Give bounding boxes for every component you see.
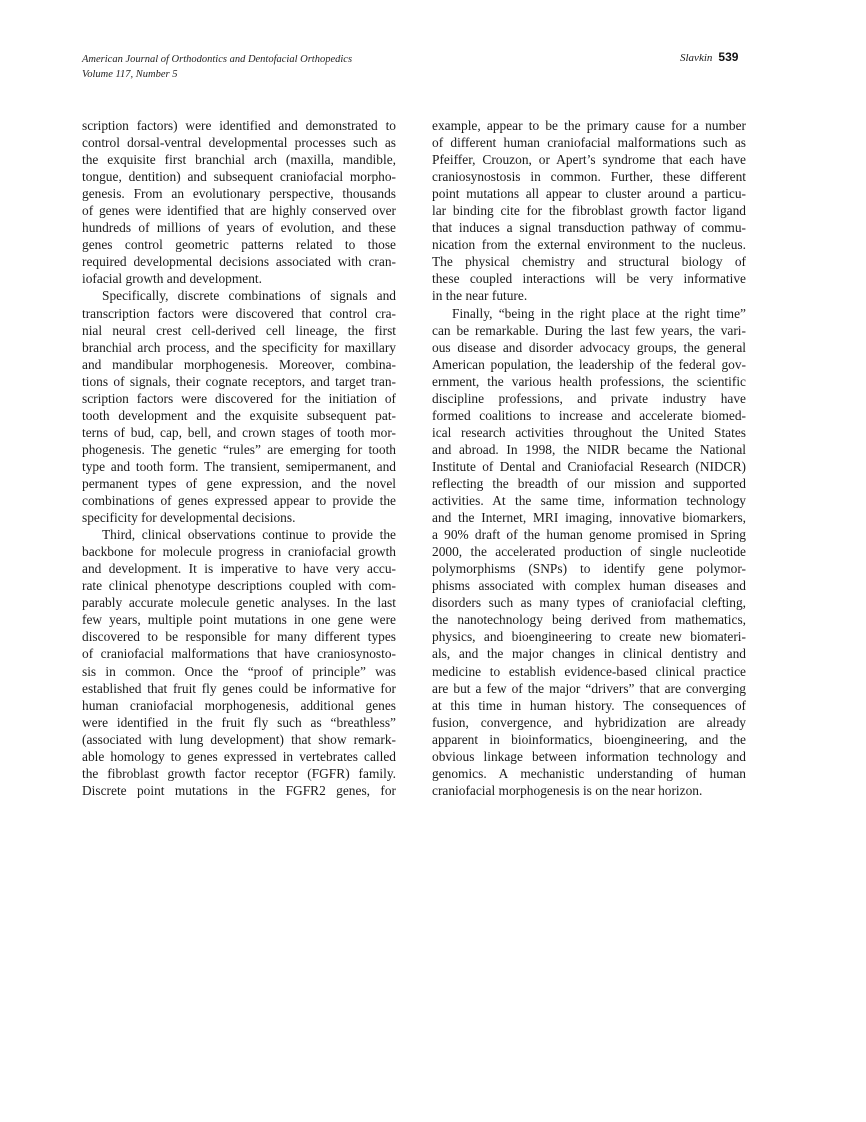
text-line: scription factors) were identified and demonstrated to: [82, 118, 396, 133]
text-line: Discrete point mutations in the FGFR2 genes, for: [82, 782, 396, 798]
text-line: ernment, the various health professions, the scientific: [432, 373, 746, 389]
text-line: in the near future.: [432, 288, 528, 304]
text-line: iofacial growth and development.: [82, 271, 262, 287]
text-line: and mandibular morphogenesis. Moreover, combina-: [82, 356, 396, 372]
text-line: branchial arch process, and the specificity for maxillary: [82, 339, 396, 355]
text-line: craniosynostosis in common. Further, these different: [432, 169, 746, 185]
text-line: phisms associated with complex human diseases and: [432, 578, 746, 594]
text-line: a 90% draft of the human genome promised in Spring: [432, 527, 746, 543]
text-line: tooth development and the exquisite subsequent pat-: [82, 407, 396, 423]
text-line: nication from the external environment to the nucleus.: [432, 237, 746, 253]
text-line: craniofacial morphogenesis is on the near horizon.: [432, 782, 703, 798]
text-line: genesis. From an evolutionary perspective, thousands: [82, 186, 396, 202]
text-line: discovered to be responsible for many different types: [82, 629, 396, 645]
text-line: phogenesis. The genetic “rules” are emerging for tooth: [82, 441, 396, 457]
text-line: combinations of genes expressed appear to provide the: [82, 493, 396, 509]
journal-title: American Journal of Orthodontics and Dentofacial Orthopedics: [82, 54, 353, 65]
text-line: permanent types of gene expression, and the novel: [82, 475, 396, 491]
text-line: Institute of Dental and Craniofacial Research (NIDCR): [432, 458, 746, 474]
text-line: The physical chemistry and structural biology of: [432, 254, 746, 270]
text-line: polymorphisms (SNPs) to identify gene polymor-: [432, 561, 746, 577]
text-line: human craniofacial morphogenesis, additional genes: [82, 697, 396, 713]
text-line: Finally, “being in the right place at the right time”: [452, 305, 746, 321]
page-number: 539: [718, 50, 739, 64]
text-line: fusion, convergence, and hybridization are already: [432, 714, 746, 730]
text-line: point mutations all appear to cluster around a particu-: [432, 186, 746, 202]
text-line: required developmental decisions associated with cran-: [82, 254, 396, 270]
text-line: backbone for molecule progress in craniofacial growth: [82, 544, 396, 560]
text-line: terns of bud, cap, bell, and crown stages of tooth mor-: [82, 424, 396, 440]
text-line: lar binding cite for the fibroblast growth factor ligand: [432, 203, 746, 219]
text-line: few years, multiple point mutations in one gene were: [82, 612, 396, 628]
text-line: activities. At the same time, information technology: [432, 493, 746, 509]
text-line: the fibroblast growth factor receptor (FGFR) family.: [82, 765, 396, 781]
text-line: tions of signals, their cognate receptors, and target tran-: [82, 373, 396, 389]
left-column: [82, 117, 396, 799]
text-line: the exquisite first branchial arch (maxilla, mandible,: [82, 152, 396, 168]
text-line: Specifically, discrete combinations of signals and: [102, 288, 396, 304]
text-line: formed coalitions to increase and accelerate biomed-: [432, 407, 746, 423]
text-line: reflecting the breadth of our mission and supported: [432, 475, 746, 491]
text-line: genomics. A mechanistic understanding of human: [432, 765, 746, 781]
text-line: of craniofacial malformations that have craniosynosto-: [82, 646, 396, 662]
text-line: the nanotechnology being derived from mathematics,: [432, 612, 746, 628]
text-line: ous disease and disorder advocacy groups, the general: [432, 339, 746, 355]
right-column: [432, 117, 746, 799]
text-line: hundreds of millions of years of evolution, and these: [82, 220, 396, 236]
text-line: American population, the leadership of the federal gov-: [432, 356, 746, 372]
text-line: at this time in human history. The consequences of: [432, 697, 746, 713]
text-line: medicine to establish evidence-based clinical practice: [432, 663, 746, 679]
text-line: scription factors were discovered for the initiation of: [82, 390, 396, 406]
text-line: of genes were identified that are highly conserved over: [82, 203, 396, 219]
text-line: disorders such as many types of craniofacial clefting,: [432, 595, 746, 611]
text-line: rate clinical phenotype descriptions coupled with com-: [82, 578, 396, 594]
text-line: Third, clinical observations continue to provide the: [102, 527, 396, 543]
text-line: were identified in the fruit fly such as “breathless”: [82, 714, 396, 730]
text-line: example, appear to be the primary cause for a number: [432, 118, 746, 133]
text-line: that induces a signal transduction pathway of commu-: [432, 220, 746, 236]
text-line: parably accurate molecule genetic analyses. In the last: [82, 595, 396, 611]
text-line: 2000, the accelerated production of single nucleotide: [432, 544, 746, 560]
text-line: able homology to genes expressed in vertebrates called: [82, 748, 396, 764]
text-line: sis in common. Once the “proof of principle” was: [82, 663, 396, 679]
running-header-left: [82, 52, 352, 82]
text-line: type and tooth form. The transient, semipermanent, and: [82, 458, 396, 474]
text-line: als, and the major changes in clinical dentistry and: [432, 646, 746, 662]
text-line: and the Internet, MRI imaging, innovative biomarkers,: [432, 510, 746, 526]
journal-volume: Volume 117, Number 5: [82, 69, 178, 80]
text-line: can be remarkable. During the last few years, the vari-: [432, 322, 746, 338]
text-line: established that fruit fly genes could be informative for: [82, 680, 396, 696]
text-line: nial neural crest cell-derived cell lineage, the first: [82, 322, 396, 338]
text-line: physics, and bioengineering to create new biomateri-: [432, 629, 746, 645]
text-line: and development. It is imperative to have very accu-: [82, 561, 396, 577]
text-line: (associated with lung development) that show remark-: [82, 731, 396, 747]
text-line: of different human craniofacial malformations such as: [432, 135, 746, 151]
text-line: these coupled interactions will be very informative: [432, 271, 746, 287]
text-line: transcription factors were discovered that control cra-: [82, 305, 396, 321]
running-header-right: [680, 50, 738, 64]
text-line: discipline professions, and private industry have: [432, 390, 746, 406]
author-name: Slavkin: [680, 52, 713, 64]
text-line: apparent in bioinformatics, bioengineering, and the: [432, 731, 746, 747]
text-line: Pfeiffer, Crouzon, or Apert’s syndrome that each have: [432, 152, 746, 168]
text-line: genes control geometric patterns related to those: [82, 237, 396, 253]
text-line: obvious linkage between information technology and: [432, 748, 746, 764]
text-line: specificity for developmental decisions.: [82, 510, 296, 526]
text-line: tongue, dentition) and subsequent craniofacial morpho-: [82, 169, 396, 185]
text-line: control dorsal-ventral developmental processes such as: [82, 135, 396, 151]
text-line: ical research activities throughout the United States: [432, 424, 746, 440]
text-line: and abroad. In 1998, the NIDR became the National: [432, 441, 746, 457]
text-line: are but a few of the major “drivers” that are converging: [432, 680, 746, 696]
